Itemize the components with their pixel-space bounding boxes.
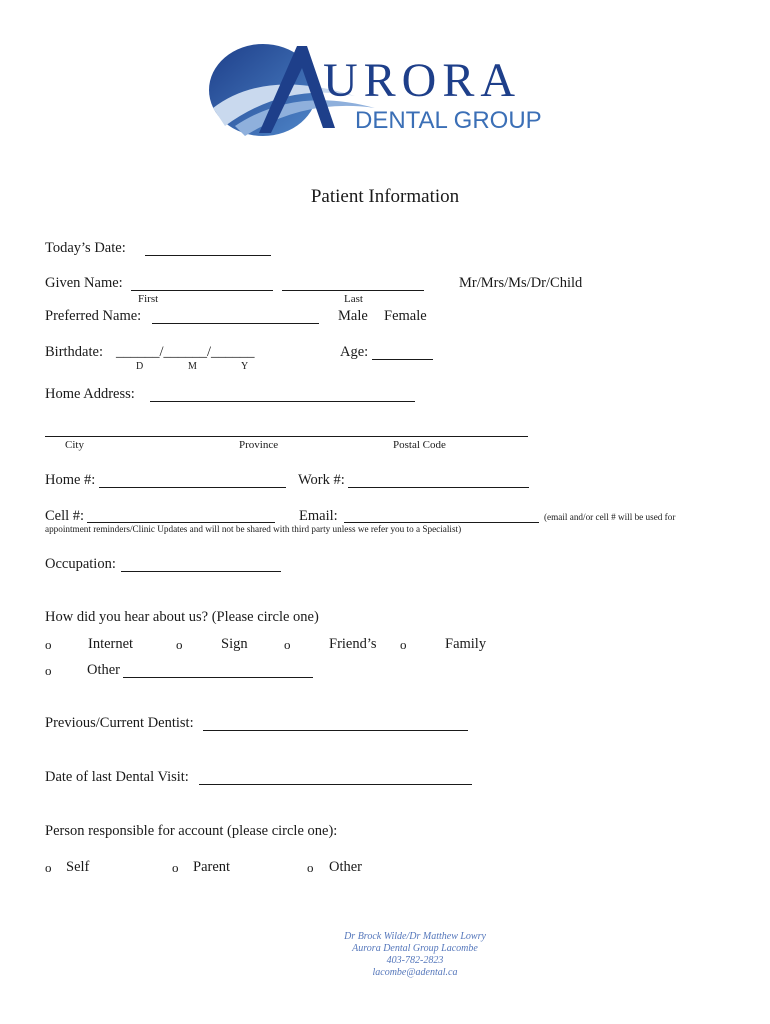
month-caption: M [188, 361, 197, 372]
occupation-field[interactable] [121, 571, 281, 572]
year-caption: Y [241, 361, 249, 372]
cell-label: Cell #: [45, 508, 85, 524]
option-parent[interactable]: Parent [193, 859, 231, 875]
last-name-field[interactable] [282, 290, 424, 291]
email-label: Email: [299, 508, 338, 524]
todays-date-field[interactable] [145, 255, 271, 256]
email-note: (email and/or cell # will be used for [544, 512, 676, 522]
bullet-other[interactable]: o [45, 663, 52, 678]
first-name-field[interactable] [131, 290, 273, 291]
home-phone-label: Home #: [45, 472, 96, 488]
postal-code-caption: Postal Code [393, 439, 446, 451]
footer-doctors: Dr Brock Wilde/Dr Matthew Lowry [344, 931, 486, 942]
last-visit-field[interactable] [199, 784, 472, 785]
preferred-name-field[interactable] [152, 323, 319, 324]
email-field[interactable] [344, 522, 539, 523]
last-visit-label: Date of last Dental Visit: [45, 769, 189, 785]
responsible-question: Person responsible for account (please circle one): [45, 823, 338, 839]
birthdate-label: Birthdate: [45, 344, 103, 360]
first-caption: First [138, 293, 159, 305]
referral-question: How did you hear about us? (Please circle one) [45, 609, 319, 625]
home-address-label: Home Address: [45, 386, 135, 402]
other-referral-field[interactable] [123, 677, 313, 678]
province-caption: Province [239, 439, 279, 451]
age-label: Age: [340, 344, 369, 360]
option-other[interactable]: Other [87, 662, 121, 678]
option-resp-other[interactable]: Other [329, 859, 363, 875]
logo-subtitle: DENTAL GROUP [355, 107, 542, 134]
address-line-2-field[interactable] [45, 436, 528, 437]
day-caption: D [136, 361, 144, 372]
bullet-family[interactable]: o [400, 637, 407, 652]
todays-date-label: Today’s Date: [45, 240, 126, 256]
bullet-self[interactable]: o [45, 860, 52, 875]
given-name-label: Given Name: [45, 275, 123, 291]
footer-phone: 403-782-2823 [386, 955, 444, 966]
email-note-continued: appointment reminders/Clinic Updates and will not be shared with third party unless we refer you to a Specialist) [45, 524, 462, 534]
age-field[interactable] [372, 359, 433, 360]
occupation-label: Occupation: [45, 556, 116, 572]
previous-dentist-field[interactable] [203, 730, 468, 731]
title-options[interactable]: Mr/Mrs/Ms/Dr/Child [459, 275, 583, 291]
work-phone-field[interactable] [348, 487, 529, 488]
option-family[interactable]: Family [445, 636, 487, 652]
work-phone-label: Work #: [298, 472, 345, 488]
option-sign[interactable]: Sign [221, 636, 248, 652]
aurora-dental-logo [205, 38, 575, 150]
city-caption: City [65, 439, 84, 451]
option-self[interactable]: Self [66, 859, 90, 875]
last-caption: Last [344, 293, 363, 305]
page-title: Patient Information [310, 186, 460, 207]
option-internet[interactable]: Internet [88, 636, 134, 652]
logo-letter-a: A [291, 104, 292, 105]
male-option[interactable]: Male [338, 308, 368, 324]
footer-clinic: Aurora Dental Group Lacombe [352, 943, 478, 954]
preferred-name-label: Preferred Name: [45, 308, 142, 324]
logo-word: URORA [323, 54, 522, 107]
bullet-friends[interactable]: o [284, 637, 291, 652]
bullet-parent[interactable]: o [172, 860, 179, 875]
cell-field[interactable] [87, 522, 275, 523]
birthdate-field[interactable]: ______/______/______ [116, 344, 255, 360]
bullet-resp-other[interactable]: o [307, 860, 314, 875]
footer-email: lacombe@adental.ca [372, 967, 458, 978]
home-address-field[interactable] [150, 401, 415, 402]
bullet-internet[interactable]: o [45, 637, 52, 652]
female-option[interactable]: Female [384, 308, 427, 324]
home-phone-field[interactable] [99, 487, 286, 488]
bullet-sign[interactable]: o [176, 637, 183, 652]
previous-dentist-label: Previous/Current Dentist: [45, 715, 194, 731]
option-friends[interactable]: Friend’s [329, 636, 377, 652]
